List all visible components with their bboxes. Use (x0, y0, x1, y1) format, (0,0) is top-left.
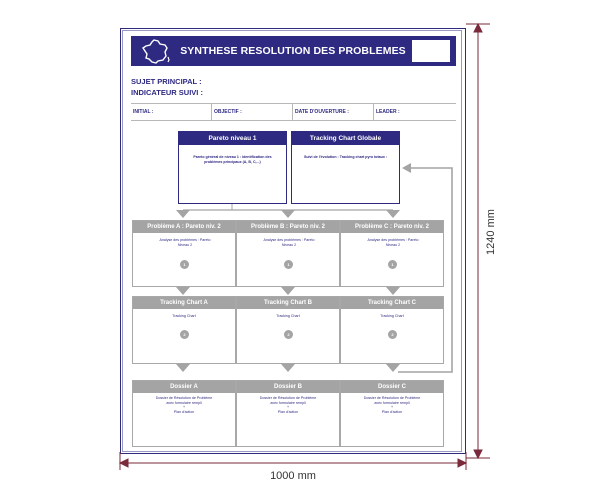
field-leader: LEADER : (376, 109, 400, 115)
tracking-chart-a-title: Tracking Chart A (133, 297, 235, 309)
tracking-chart-global-text: Suivi de l'évolution : Tracking chart pyro totaux : (303, 155, 388, 159)
step-badge: 2 (180, 330, 189, 339)
arrow-down-icon (281, 364, 295, 372)
dossier-b-line4: Plan d'action (277, 409, 299, 414)
width-dimension-label: 1000 mm (270, 470, 316, 482)
problem-b-box (236, 220, 340, 287)
problem-c-title: Problème C : Pareto niv. 2 (341, 221, 443, 233)
dossier-c-line2: avec formulaire rempli (374, 400, 410, 405)
dossier-a-line2: avec formulaire rempli (166, 400, 202, 405)
tracking-chart-a-box (132, 296, 236, 364)
problem-a-title: Problème A : Pareto niv. 2 (133, 221, 235, 233)
problem-c-box (340, 220, 444, 287)
indicator-label: INDICATEUR SUIVI : (131, 88, 203, 97)
arrow-down-icon (176, 287, 190, 295)
dossier-b-box (236, 380, 340, 447)
height-dimension-label: 1240 mm (485, 209, 497, 255)
dossier-c-line4: Plan d'action (381, 409, 403, 414)
step-badge: 1 (284, 260, 293, 269)
dossier-c-title: Dossier C (341, 381, 443, 393)
dossier-b-line1: Dossier de Résolution de Problème (259, 396, 317, 400)
tracking-chart-b-title: Tracking Chart B (237, 297, 339, 309)
dossier-a-box (132, 380, 236, 447)
tracking-chart-c-text: Tracking Chart (380, 314, 404, 318)
dossier-a-title: Dossier A (133, 381, 235, 393)
step-badge: 2 (284, 330, 293, 339)
dossier-c-line1: Dossier de Résolution de Problème (363, 396, 421, 400)
problem-a-box (132, 220, 236, 287)
tracking-chart-global-box (291, 131, 400, 204)
tracking-chart-b-box (236, 296, 340, 364)
problem-a-text: Analyse des problèmes : Pareto Niveau 2 (159, 238, 211, 247)
field-initial: INITIAL : (133, 109, 154, 115)
step-badge: 1 (180, 260, 189, 269)
tracking-chart-b-text: Tracking Chart (276, 314, 300, 318)
arrow-down-icon (386, 287, 400, 295)
arrow-down-icon (386, 364, 400, 372)
arrow-down-icon (386, 210, 400, 218)
tracking-chart-c-box (340, 296, 444, 364)
pareto-level-1-title: Pareto niveau 1 (179, 132, 286, 145)
dossier-b-line2: avec formulaire rempli (270, 400, 306, 405)
step-badge: 1 (388, 260, 397, 269)
dossier-b-title: Dossier B (237, 381, 339, 393)
step-badge: 2 (388, 330, 397, 339)
pareto-level-1-box (178, 131, 287, 204)
problem-b-title: Problème B : Pareto niv. 2 (237, 221, 339, 233)
arrow-left-icon (402, 163, 411, 173)
arrow-down-icon (176, 364, 190, 372)
dossier-a-line3: + (182, 405, 186, 409)
arrow-down-icon (281, 210, 295, 218)
pareto-level-1-text: Pareto général de niveau 1 : identification des problèmes principaux (A, B, C,...) (193, 155, 272, 164)
dossier-a-line1: Dossier de Résolution de Problème (155, 396, 213, 400)
dossier-b-line3: + (286, 405, 290, 409)
arrow-down-icon (176, 210, 190, 218)
page-title: SYNTHESE RESOLUTION DES PROBLEMES (180, 45, 406, 57)
dossier-c-box (340, 380, 444, 447)
tracking-chart-a-text: Tracking Chart (172, 314, 196, 318)
field-opening-date: DATE D'OUVERTURE : (295, 109, 349, 115)
dossier-c-line3: + (390, 405, 394, 409)
tracking-chart-c-title: Tracking Chart C (341, 297, 443, 309)
problem-b-text: Analyse des problèmes : Pareto Niveau 2 (263, 238, 315, 247)
tracking-chart-global-title: Tracking Chart Globale (292, 132, 399, 145)
dossier-a-line4: Plan d'action (173, 409, 195, 414)
main-subject-label: SUJET PRINCIPAL : (131, 77, 202, 86)
arrow-down-icon (281, 287, 295, 295)
field-objective: OBJECTIF : (214, 109, 242, 115)
problem-c-text: Analyse des problèmes : Pareto Niveau 2 (367, 238, 419, 247)
